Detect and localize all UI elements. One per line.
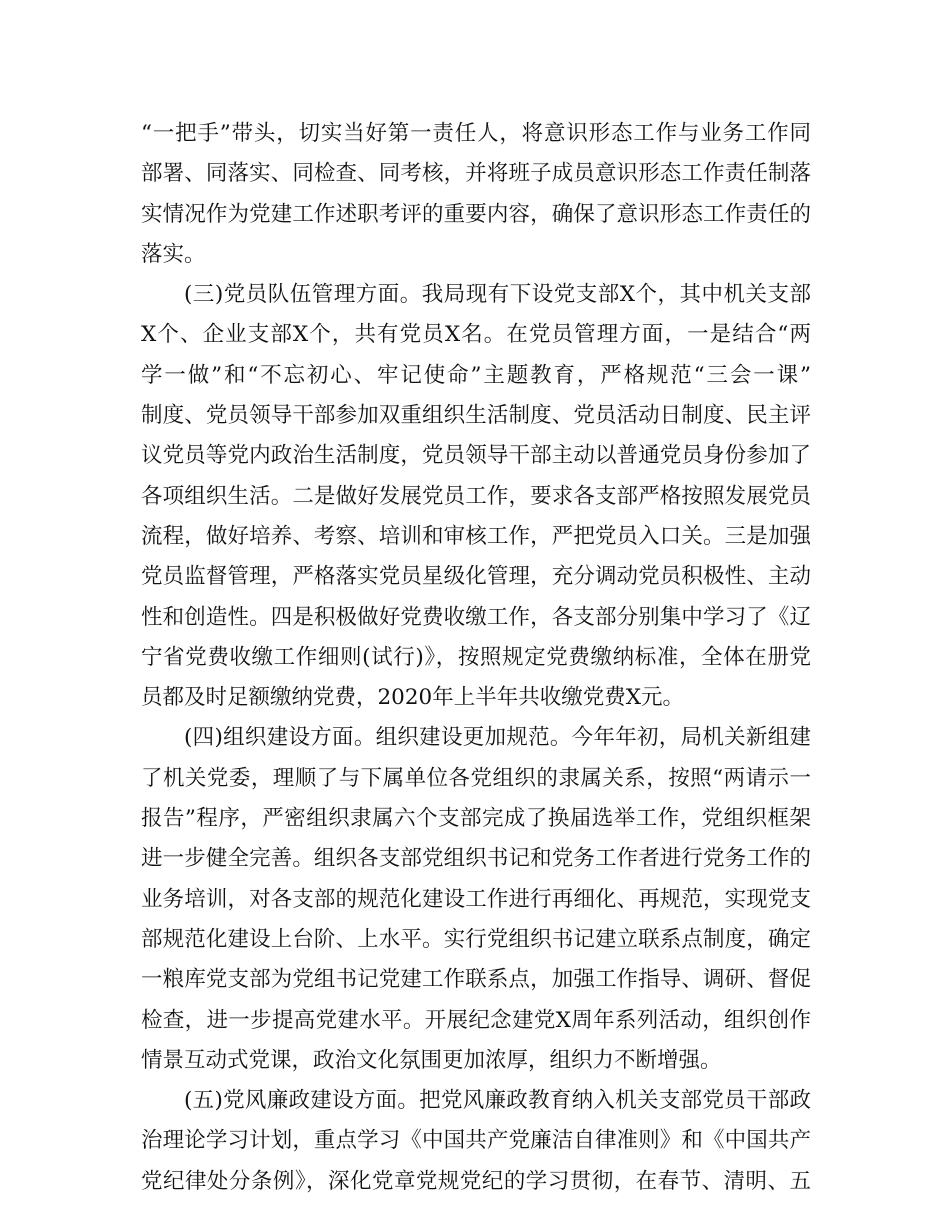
text-line: 报告”程序，严密组织隶属六个支部完成了换届选举工作，党组织框架 xyxy=(141,806,811,832)
text-line: 流程，做好培养、考察、培训和审核工作，严把党员入口关。三是加强 xyxy=(141,523,811,549)
text-line: 党纪律处分条例》，深化党章党规党纪的学习贯彻，在春节、清明、五 xyxy=(141,1168,811,1194)
text-line: 检查，进一步提高党建水平。开展纪念建党X周年系列活动，组织创作 xyxy=(141,1007,811,1033)
text-line: 党员监督管理，严格落实党员星级化管理，充分调动党员积极性、主动 xyxy=(141,564,811,590)
text-line: 了机关党委，理顺了与下属单位各党组织的隶属关系，按照“两请示一 xyxy=(141,765,811,791)
text-line: 部规范化建设上台阶、上水平。实行党组织书记建立联系点制度，确定 xyxy=(141,926,811,952)
document-body xyxy=(141,114,811,1202)
text-line: “一把手”带头，切实当好第一责任人，将意识形态工作与业务工作同 xyxy=(141,121,811,146)
text-line: (五)党风廉政建设方面。把党风廉政教育纳入机关支部党员干部政 xyxy=(184,1088,811,1114)
text-line: X个、企业支部X个，共有党员X名。在党员管理方面，一是结合“两 xyxy=(141,322,811,348)
text-line: (四)组织建设方面。组织建设更加规范。今年年初，局机关新组建 xyxy=(184,725,811,751)
text-line: 实情况作为党建工作述职考评的重要内容，确保了意识形态工作责任的 xyxy=(141,201,811,227)
text-line: 落实。 xyxy=(141,241,206,267)
text-line: 进一步健全完善。组织各支部党组织书记和党务工作者进行党务工作的 xyxy=(141,846,811,872)
text-line: 学一做”和“不忘初心、牢记使命”主题教育，严格规范“三会一课” xyxy=(141,362,811,388)
text-line: 业务培训，对各支部的规范化建设工作进行再细化、再规范，实现党支 xyxy=(141,886,811,912)
text-line: 一粮库党支部为党组书记党建工作联系点，加强工作指导、调研、督促 xyxy=(141,967,811,993)
text-line: 情景互动式党课，政治文化氛围更加浓厚，组织力不断增强。 xyxy=(141,1047,722,1073)
text-line: 员都及时足额缴纳党费，2020年上半年共收缴党费X元。 xyxy=(141,685,685,711)
text-line: 议党员等党内政治生活制度，党员领导干部主动以普通党员身份参加了 xyxy=(141,443,811,469)
text-line: 性和创造性。四是积极做好党费收缴工作，各支部分别集中学习了《辽 xyxy=(141,604,811,630)
text-line: 部署、同落实、同检查、同考核，并将班子成员意识形态工作责任制落 xyxy=(141,161,811,187)
text-line: 制度、党员领导干部参加双重组织生活制度、党员活动日制度、民主评 xyxy=(141,403,811,429)
text-line: 各项组织生活。二是做好发展党员工作，要求各支部严格按照发展党员 xyxy=(141,483,811,509)
text-line: 宁省党费收缴工作细则(试行)》，按照规定党费缴纳标准，全体在册党 xyxy=(141,644,811,670)
text-line: (三)党员队伍管理方面。我局现有下设党支部X个，其中机关支部 xyxy=(184,282,811,308)
text-line: 治理论学习计划，重点学习《中国共产党廉洁自律准则》和《中国共产 xyxy=(141,1128,811,1154)
